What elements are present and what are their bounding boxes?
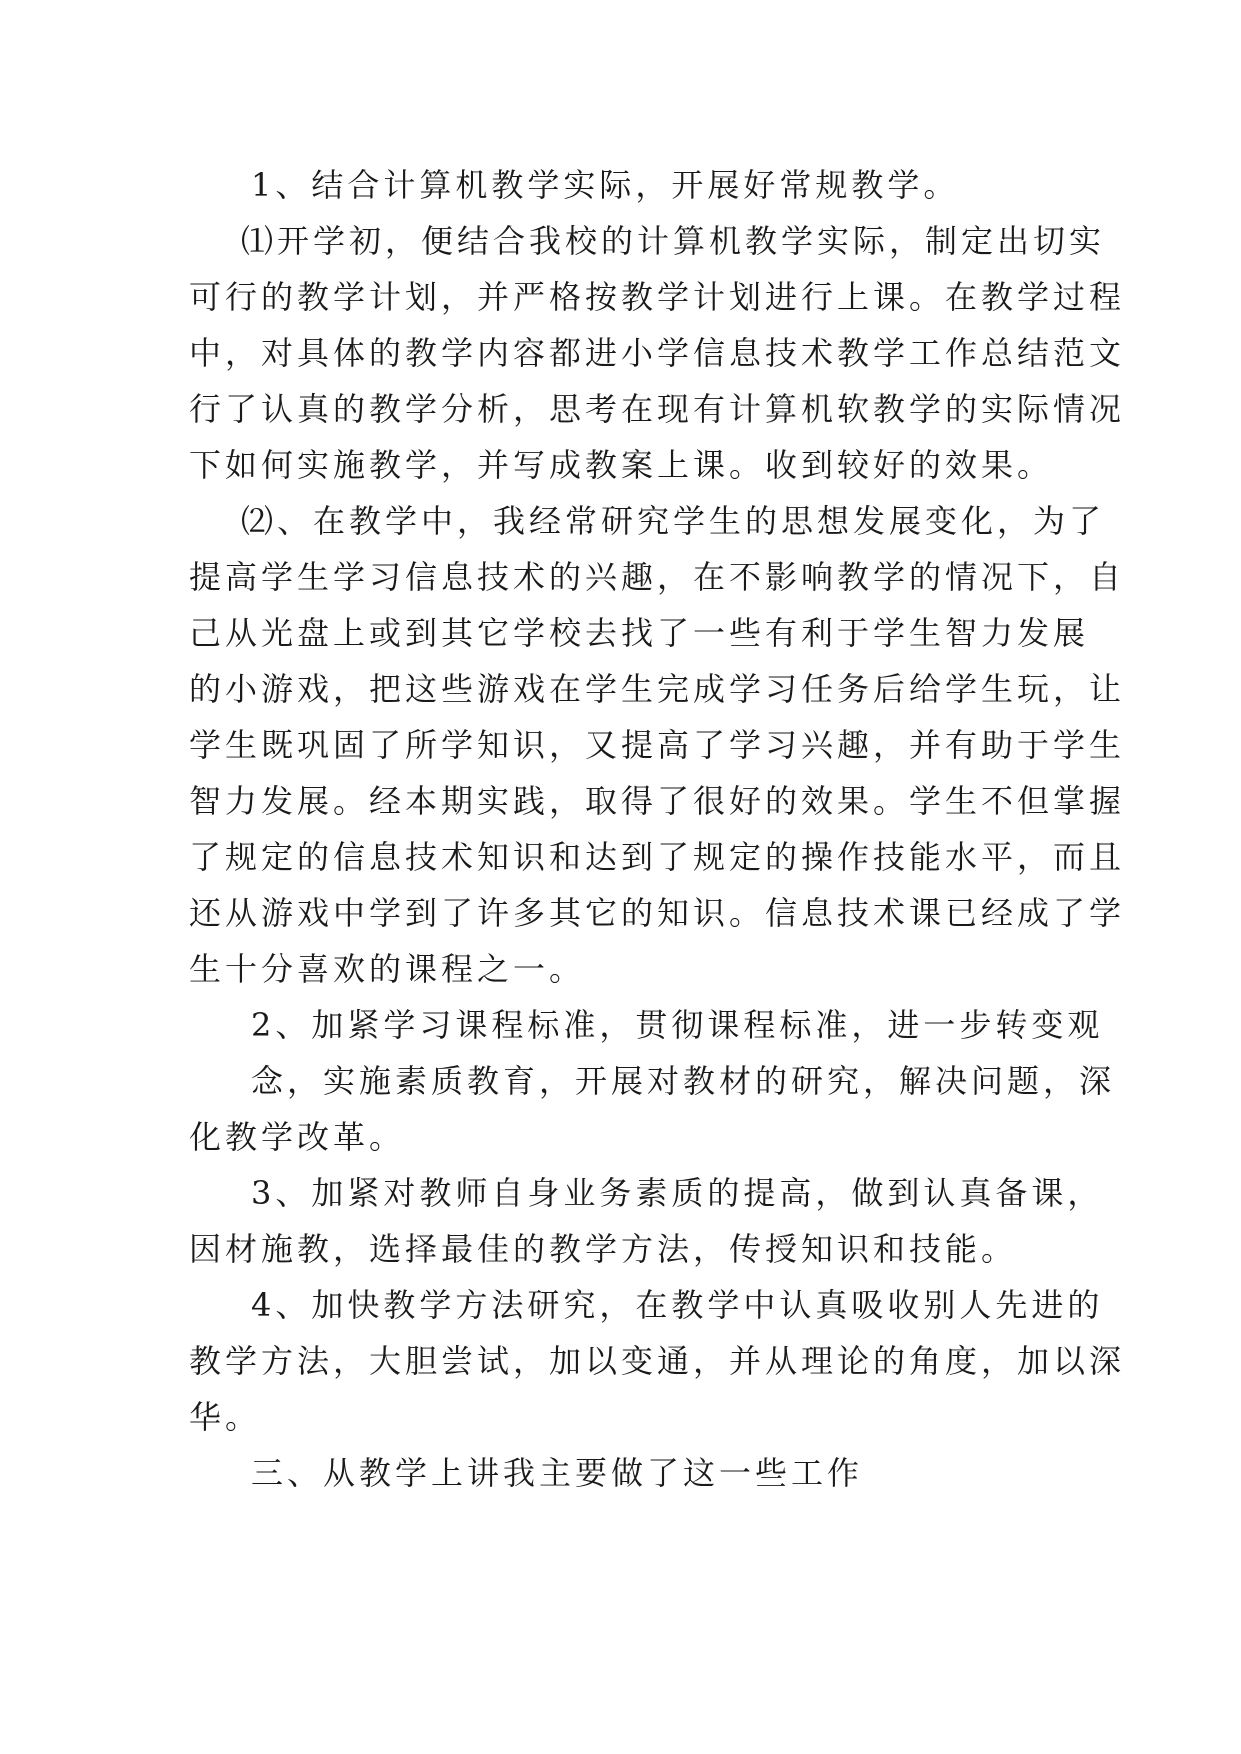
text-line: 下如何实施教学，并写成教案上课。收到较好的效果。 bbox=[189, 446, 1054, 484]
paragraph-7 bbox=[189, 1445, 1055, 1501]
paragraph-1 bbox=[189, 157, 1055, 213]
text-line: 2、加紧学习课程标准，贯彻课程标准，进一步转变观 bbox=[251, 1006, 1104, 1044]
text-line: 提高学生学习信息技术的兴趣，在不影响教学的情况下，自 bbox=[189, 558, 1126, 596]
text-line: 学生既巩固了所学知识，又提高了学习兴趣，并有助于学生 bbox=[189, 726, 1126, 764]
paragraph-3 bbox=[189, 493, 1126, 997]
document-body bbox=[189, 157, 1126, 1501]
paragraph-4 bbox=[189, 997, 1116, 1165]
text-line: 3、加紧对教师自身业务素质的提高，做到认真备课， bbox=[251, 1174, 1104, 1212]
paragraph-6 bbox=[189, 1277, 1126, 1445]
text-line: 华。 bbox=[189, 1398, 262, 1436]
text-line: 4、加快教学方法研究，在教学中认真吸收别人先进的 bbox=[251, 1286, 1104, 1324]
paragraph-5 bbox=[189, 1165, 1104, 1277]
text-line: 念，实施素质教育，开展对教材的研究，解决问题，深 bbox=[251, 1062, 1116, 1100]
text-line: ⑵、在教学中，我经常研究学生的思想发展变化，为了 bbox=[241, 502, 1106, 540]
text-line: 中，对具体的教学内容都进小学信息技术教学工作总结范文 bbox=[189, 334, 1126, 372]
text-line: ⑴开学初，便结合我校的计算机教学实际，制定出切实 bbox=[241, 222, 1106, 260]
text-line: 化教学改革。 bbox=[189, 1118, 406, 1156]
text-line: 三、从教学上讲我主要做了这一些工作 bbox=[251, 1454, 864, 1492]
text-line: 己从光盘上或到其它学校去找了一些有利于学生智力发展 bbox=[189, 614, 1090, 652]
text-line: 生十分喜欢的课程之一。 bbox=[189, 950, 586, 988]
text-line: 教学方法，大胆尝试，加以变通，并从理论的角度，加以深 bbox=[189, 1342, 1126, 1380]
text-line: 还从游戏中学到了许多其它的知识。信息技术课已经成了学 bbox=[189, 894, 1126, 932]
paragraph-2 bbox=[189, 213, 1126, 493]
text-line: 因材施教，选择最佳的教学方法，传授知识和技能。 bbox=[189, 1230, 1018, 1268]
text-line: 的小游戏，把这些游戏在学生完成学习任务后给学生玩，让 bbox=[189, 670, 1126, 708]
text-line: 1、结合计算机教学实际，开展好常规教学。 bbox=[251, 166, 960, 204]
text-line: 行了认真的教学分析，思考在现有计算机软教学的实际情况 bbox=[189, 390, 1126, 428]
text-line: 智力发展。经本期实践，取得了很好的效果。学生不但掌握 bbox=[189, 782, 1126, 820]
text-line: 可行的教学计划，并严格按教学计划进行上课。在教学过程 bbox=[189, 278, 1126, 316]
text-line: 了规定的信息技术知识和达到了规定的操作技能水平，而且 bbox=[189, 838, 1126, 876]
